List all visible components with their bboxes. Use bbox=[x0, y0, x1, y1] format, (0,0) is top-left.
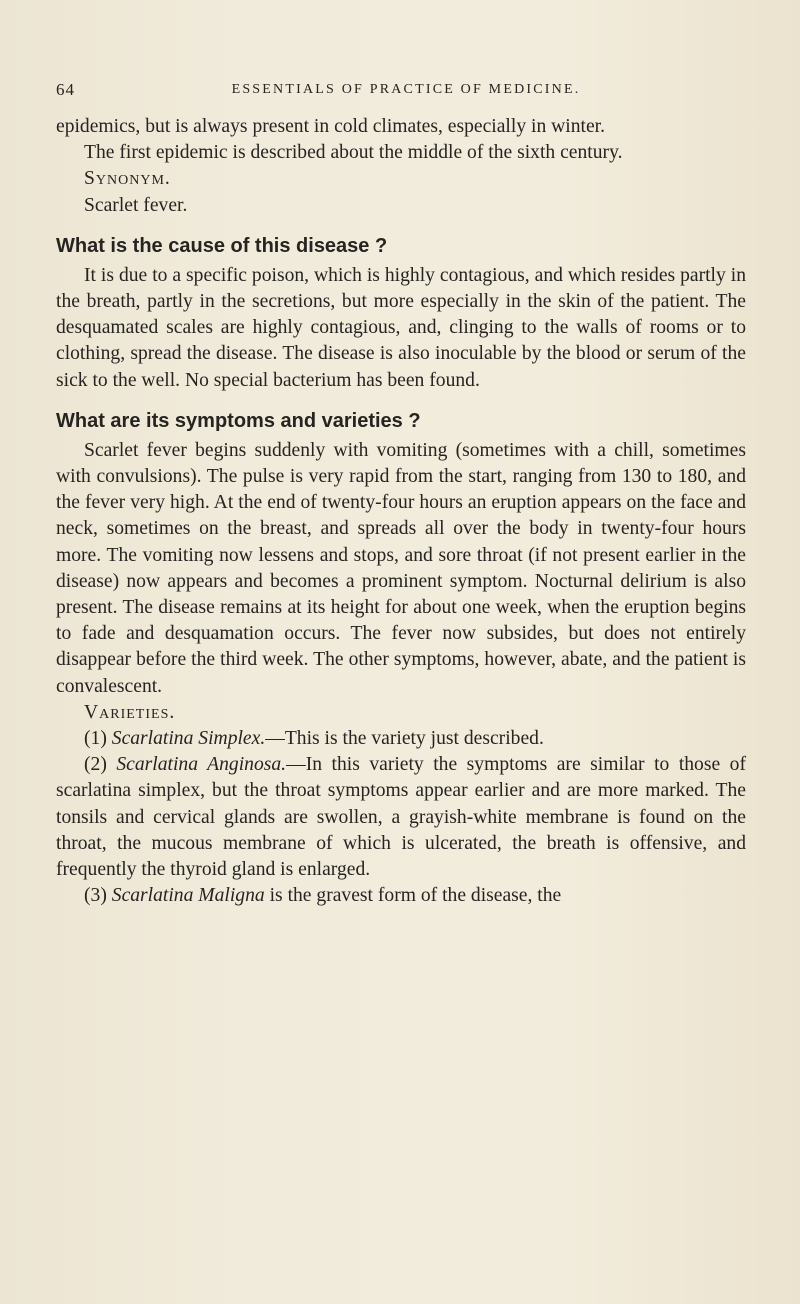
page-header bbox=[56, 80, 756, 110]
variety-number: (1) bbox=[84, 728, 107, 750]
variety-name: Scarlatina Anginosa. bbox=[116, 754, 287, 776]
cause-paragraph: It is due to a specific poison, which is highly contagious, and which resides partly in the breath, partly in the secretions, but more especially in the skin of the patient. The desquamated scales are highly contagious, and, clinging to the walls of rooms or to clothing, spread the disease. The disease is also inoculable by the blood or serum of the sick to the well. No special bacterium has been found. bbox=[56, 264, 746, 391]
variety-name: Scarlatina Simplex. bbox=[111, 728, 266, 750]
variety-text: is the gravest form of the disease, the bbox=[264, 885, 562, 907]
variety-text: —This is the variety just described. bbox=[265, 728, 544, 750]
variety-item bbox=[56, 726, 746, 752]
page-number: 64 bbox=[56, 80, 75, 99]
history-paragraph: The first epidemic is described about the middle of the sixth century. bbox=[84, 142, 623, 164]
variety-number: (2) bbox=[84, 754, 107, 776]
variety-text: —In this variety the symptoms are similar to those of scarlatina simplex, but the throat symptoms appear earlier and are more marked. The tonsils and cervical glands are swollen, a grayish-white membrane is found on the throat, the mucous membrane of which is ulcerated, the breath is offensive, and frequently the thyroid gland is enlarged. bbox=[56, 754, 746, 881]
synonym-label: Synonym. bbox=[84, 168, 171, 190]
running-head: ESSENTIALS OF PRACTICE OF MEDICINE. bbox=[231, 82, 581, 97]
symptoms-heading: What are its symptoms and varieties ? bbox=[56, 409, 421, 432]
intro-paragraph: epidemics, but is always present in cold climates, especially in winter. bbox=[56, 116, 606, 137]
varieties-label: Varieties. bbox=[84, 701, 176, 723]
symptoms-paragraph: Scarlet fever begins suddenly with vomiting (sometimes with a chill, sometimes with convulsions). The pulse is very rapid from the start, ranging from 130 to 180, and the fever very high. At the end of twenty-four hours an eruption appears on the face and neck, sometimes on the breast, and spreads all over the body in twenty-four hours more. The vomiting now lessens and stops, and sore throat (if not present earlier in the disease) now appears and becomes a prominent symptom. Nocturnal delirium is also present. The disease remains at its height for about one week, when the eruption begins to fade and desquamation occurs. The fever now subsides, but does not entirely disappear before the third week. The other symptoms, however, abate, and the patient is convalescent. bbox=[56, 439, 746, 697]
variety-item bbox=[56, 752, 746, 883]
variety-name: Scarlatina Maligna bbox=[111, 885, 265, 907]
variety-number: (3) bbox=[84, 885, 107, 907]
cause-heading: What is the cause of this disease ? bbox=[56, 234, 388, 257]
synonym-value: Scarlet fever. bbox=[84, 194, 188, 216]
variety-item bbox=[56, 883, 746, 909]
page-body bbox=[56, 114, 746, 909]
